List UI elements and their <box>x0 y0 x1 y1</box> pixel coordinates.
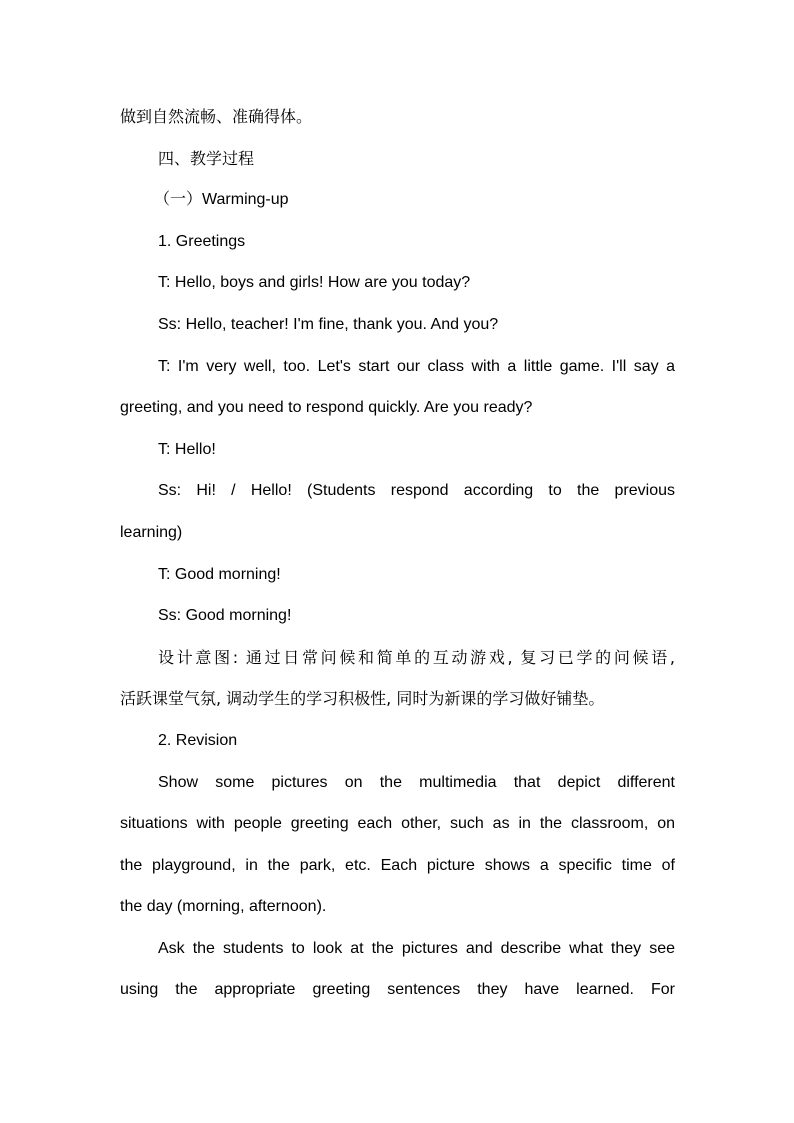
design-intent-line-continued: 活跃课堂气氛, 调动学生的学习积极性, 同时为新课的学习做好铺垫。 <box>120 689 605 709</box>
paragraph-line: the day (morning, afternoon). <box>120 898 327 916</box>
dialogue-line: Ss: Hello, teacher! I'm fine, thank you. And you? <box>158 315 499 333</box>
dialogue-line: T: Hello, boys and girls! How are you today? <box>158 274 471 292</box>
dialogue-line: T: Hello! <box>158 440 216 458</box>
dialogue-line: T: Good morning! <box>158 565 281 583</box>
document-page <box>120 96 675 1011</box>
paragraph-line: situations with people greeting each other, such as in the classroom, on <box>120 815 675 833</box>
paragraph-line: 做到自然流畅、准确得体。 <box>120 107 313 126</box>
dialogue-line-continued: greeting, and you need to respond quickly. Are you ready? <box>120 399 533 417</box>
subsection-heading: （一）Warming-up <box>154 191 289 209</box>
dialogue-line: T: I'm very well, too. Let's start our class with a little game. I'll say a <box>158 357 675 375</box>
paragraph-line: Ask the students to look at the pictures and describe what they see <box>158 939 675 957</box>
section-heading: 四、教学过程 <box>158 148 255 168</box>
paragraph-line: Show some pictures on the multimedia that depict different <box>158 773 675 791</box>
design-intent-line: 设计意图: 通过日常问候和简单的互动游戏, 复习已学的问候语, <box>158 647 675 667</box>
step-heading: 1. Greetings <box>158 232 246 250</box>
paragraph-line: the playground, in the park, etc. Each picture shows a specific time of <box>120 856 675 874</box>
step-heading: 2. Revision <box>158 731 238 749</box>
dialogue-line: Ss: Hi! / Hello! (Students respond according to the previous <box>158 482 675 500</box>
dialogue-line-continued: learning) <box>120 523 183 541</box>
dialogue-line: Ss: Good morning! <box>158 607 292 625</box>
paragraph-line: using the appropriate greeting sentences they have learned. For <box>120 981 675 999</box>
